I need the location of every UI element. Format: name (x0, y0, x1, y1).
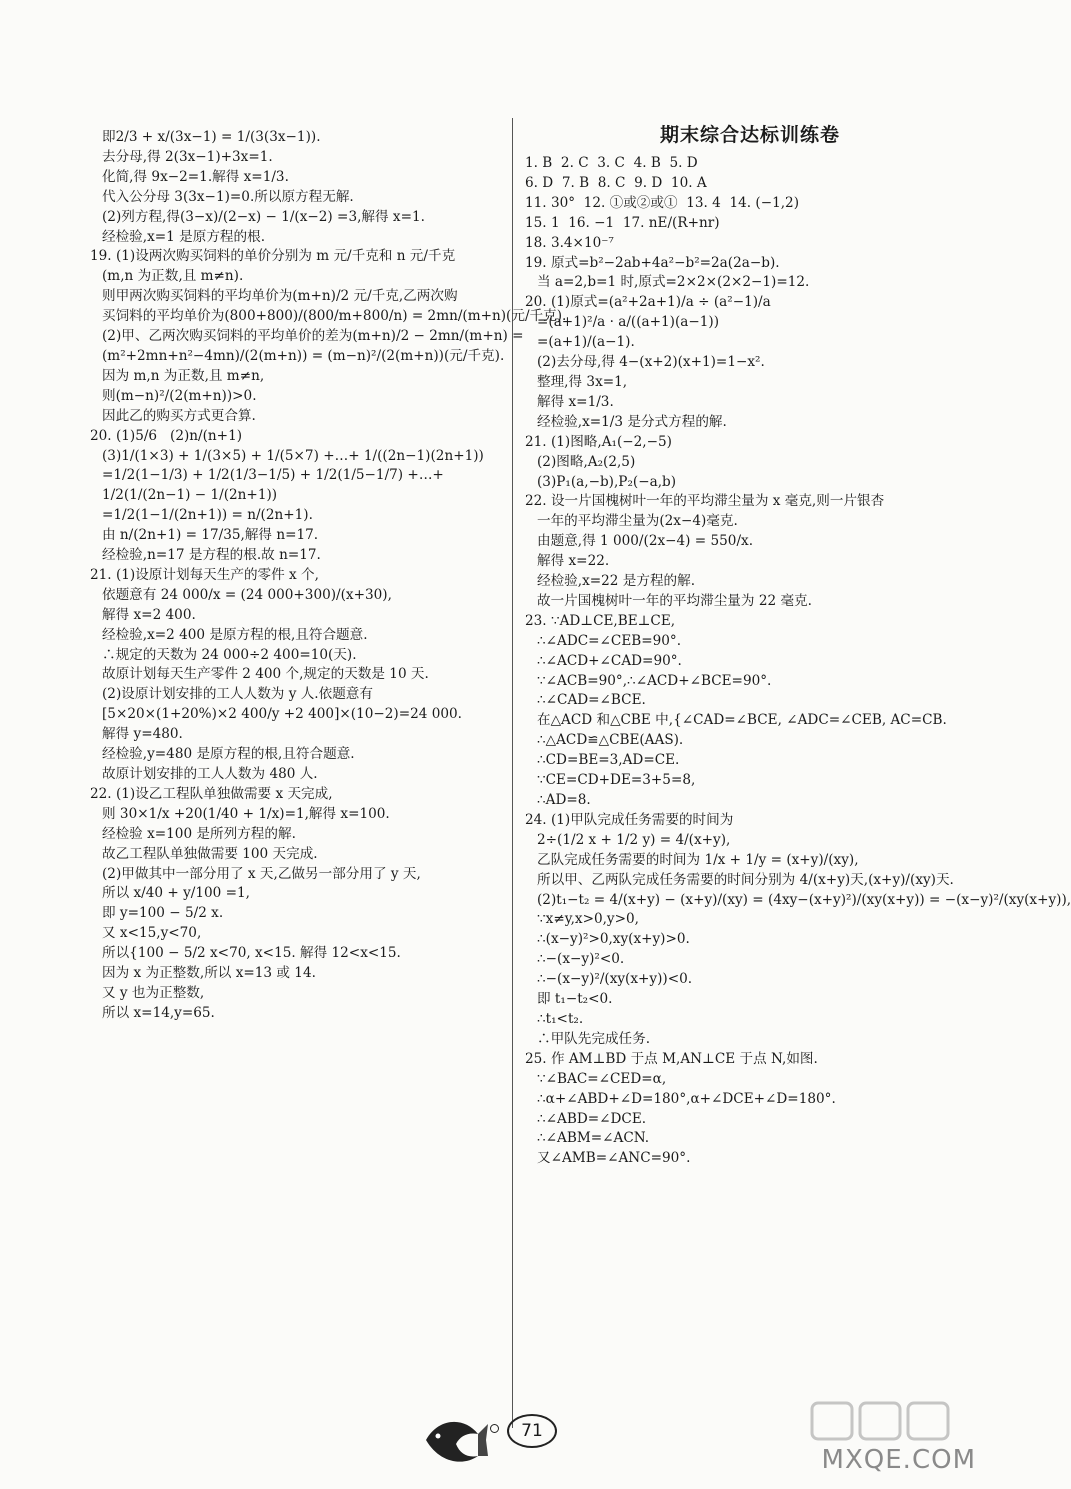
answer-line: [5×20×(1+20%)×2 400/y +2 400]×(10−2)=24 000. (102, 706, 462, 723)
answer-line: 由 n/(2n+1) = 17/35,解得 n=17. (102, 527, 319, 544)
answer-line: ∵∠ACB=90°,∴∠ACD+∠BCE=90°. (537, 672, 772, 689)
answer-line: 23. ∵AD⊥CE,BE⊥CE, (525, 612, 676, 629)
answer-line: (3)1/(1×3) + 1/(3×5) + 1/(5×7) +…+ 1/((2n−1)(2n+1)) (102, 447, 484, 464)
answer-line: 一年的平均滞尘量为(2x−4)毫克. (537, 513, 738, 530)
page-number: 71 (507, 1414, 557, 1448)
answer-line: 故原计划安排的工人人数为 480 人. (102, 766, 318, 782)
answer-line: 故原计划每天生产零件 2 400 个,规定的天数是 10 天. (102, 666, 429, 683)
answer-line: 代入公分母 3(3x−1)=0.所以原方程无解. (102, 188, 354, 205)
answer-line: ∴CD=BE=3,AD=CE. (537, 752, 680, 769)
answer-line: 整理,得 3x=1, (537, 373, 628, 390)
answer-line: ∴α+∠ABD+∠D=180°,α+∠DCE+∠D=180°. (537, 1090, 836, 1107)
answer-line: 解得 y=480. (102, 726, 183, 743)
answer-line: 所以甲、乙两队完成任务需要的时间分别为 4/(x+y)天,(x+y)/(xy)天. (537, 871, 954, 888)
answer-line: ∴∠ACD+∠CAD=90°. (537, 652, 682, 669)
answer-line: ∵CE=CD+DE=3+5=8, (537, 772, 696, 789)
answer-line: 所以 x=14,y=65. (102, 1004, 215, 1021)
answer-line: 则 30×1/x +20(1/40 + 1/x)=1,解得 x=100. (102, 805, 390, 822)
answer-line: (2)甲做其中一部分用了 x 天,乙做另一部分用了 y 天, (102, 865, 421, 882)
answer-line: (2)列方程,得(3−x)/(2−x) − 1/(x−2) =3,解得 x=1. (102, 208, 425, 225)
answer-line: (2)甲、乙两次购买饲料的平均单价的差为(m+n)/2 − 2mn/(m+n) = (102, 328, 524, 345)
answer-line: (m²+2mn+n²−4mn)/(2(m+n)) = (m−n)²/(2(m+n))(元/千克). (102, 347, 505, 364)
answer-line: 24. (1)甲队完成任务需要的时间为 (525, 811, 734, 828)
answer-line: 22. (1)设乙工程队单独做需要 x 天完成, (90, 785, 333, 802)
answer-line: =1/2(1−1/3) + 1/2(1/3−1/5) + 1/2(1/5−1/7) +…+ (102, 467, 444, 484)
answer-line: 化简,得 9x−2=1.解得 x=1/3. (102, 168, 289, 185)
answer-line: ∴∠ABM=∠ACN. (537, 1130, 650, 1147)
answer-line: ∵∠BAC=∠CED=α, (537, 1070, 667, 1087)
answer-line: 因此乙的购买方式更合算. (102, 407, 256, 424)
answer-line: (2)图略,A₂(2,5) (537, 453, 636, 470)
answer-line: 22. 设一片国槐树叶一年的平均滞尘量为 x 毫克,则一片银杏 (525, 493, 885, 510)
answer-line: ∵x≠y,x>0,y>0, (537, 911, 639, 928)
answer-line: ∴−(x−y)²/(xy(x+y))<0. (537, 971, 693, 988)
answer-line: (2)t₁−t₂ = 4/(x+y) − (x+y)/(xy) = (4xy−(x+y)²)/(xy(x+y)) = −(x−y)²/(xy(x+y)), (537, 891, 1071, 908)
answer-line: 2÷(1/2 x + 1/2 y) = 4/(x+y), (537, 831, 731, 848)
answer-line: 所以{100 − 5/2 x<70, x<15. 解得 12<x<15. (102, 945, 401, 962)
answer-line: =(a+1)/(a−1). (537, 334, 635, 351)
answer-line: 21. (1)图略,A₁(−2,−5) (525, 433, 672, 450)
answer-line: 经检验,x=1 是原方程的根. (102, 228, 266, 245)
answer-line: (3)P₁(a,−b),P₂(−a,b) (537, 473, 677, 490)
answer-line: 又 x<15,y<70, (102, 925, 202, 942)
answer-line: 故一片国槐树叶一年的平均滞尘量为 22 毫克. (537, 592, 812, 609)
answer-line: ∴∠ADC=∠CEB=90°. (537, 632, 682, 649)
answer-line: ∴规定的天数为 24 000÷2 400=10(天). (102, 646, 357, 663)
answer-line: 25. 作 AM⊥BD 于点 M,AN⊥CE 于点 N,如图. (525, 1050, 818, 1067)
answer-line: 6. D 7. B 8. C 9. D 10. A (525, 174, 707, 191)
watermark-url: MXQE.COM (821, 1445, 976, 1475)
answer-line: 1. B 2. C 3. C 4. B 5. D (525, 155, 698, 171)
answer-line: =1/2(1−1/(2n+1)) = n/(2n+1). (102, 507, 313, 524)
footer-dot (490, 1424, 499, 1433)
answer-line: (m,n 为正数,且 m≠n). (102, 268, 244, 285)
answer-line: ∴(x−y)²>0,xy(x+y)>0. (537, 931, 690, 948)
answer-line: 经检验,n=17 是方程的根.故 n=17. (102, 547, 321, 564)
answer-line: 经检验 x=100 是所列方程的解. (102, 825, 296, 842)
answer-line: 即 y=100 − 5/2 x. (102, 905, 224, 922)
answer-line: ∴∠ABD=∠DCE. (537, 1110, 647, 1127)
answer-line: 21. (1)设原计划每天生产的零件 x 个, (90, 566, 319, 583)
answer-line: 去分母,得 2(3x−1)+3x=1. (102, 148, 273, 165)
answer-line: 11. 30° 12. ①或②或① 13. 4 14. (−1,2) (525, 194, 800, 211)
answer-line: 则(m−n)²/(2(m+n))>0. (102, 387, 257, 404)
answer-line: 经检验,x=22 是方程的解. (537, 573, 696, 590)
answer-line: 解得 x=2 400. (102, 606, 196, 623)
answer-line: 经检验,x=2 400 是原方程的根,且符合题意. (102, 626, 368, 643)
right-column (525, 122, 1071, 1169)
answer-line: 乙队完成任务需要的时间为 1/x + 1/y = (x+y)/(xy), (537, 851, 859, 868)
answer-line: 又∠AMB=∠ANC=90°. (537, 1150, 691, 1167)
answer-line: 所以 x/40 + y/100 =1, (102, 885, 250, 902)
answer-line: 因为 x 为正整数,所以 x=13 或 14. (102, 965, 316, 982)
answer-line: 因为 m,n 为正数,且 m≠n, (102, 367, 265, 384)
answer-line: 19. (1)设两次购买饲料的单价分别为 m 元/千克和 n 元/千克 (90, 248, 456, 265)
section-title: 期末综合达标训练卷 (659, 124, 840, 146)
answer-line: =(a+1)²/a · a/((a+1)(a−1)) (537, 314, 720, 331)
answer-line: 由题意,得 1 000/(2x−4) = 550/x. (537, 533, 754, 550)
answer-line: 故乙工程队单独做需要 100 天完成. (102, 845, 318, 862)
answer-line: ∴△ACD≌△CBE(AAS). (537, 732, 684, 749)
answer-line: 20. (1)5/6 (2)n/(n+1) (90, 427, 243, 444)
answer-line: 依题意有 24 000/x = (24 000+300)/(x+30), (102, 586, 392, 603)
page-footer-ornament (420, 1410, 580, 1470)
answer-line: 即 t₁−t₂<0. (537, 991, 613, 1008)
answer-line: (2)去分母,得 4−(x+2)(x+1)=1−x². (537, 354, 765, 371)
answer-line: 买饲料的平均单价为(800+800)/(800/m+800/n) = 2mn/(m+n)(元/千克). (102, 308, 567, 325)
answer-line: 则甲两次购买饲料的平均单价为(m+n)/2 元/千克,乙两次购 (102, 288, 458, 305)
answer-line: ∴甲队先完成任务. (537, 1030, 651, 1047)
answer-line: 又 y 也为正整数, (102, 984, 205, 1001)
answer-line: 经检验,y=480 是原方程的根,且符合题意. (102, 746, 355, 763)
answer-line: 即2/3 + x/(3x−1) = 1/(3(3x−1)). (102, 129, 321, 145)
answer-line: ∴−(x−y)²<0. (537, 951, 625, 968)
answer-line: (2)设原计划安排的工人人数为 y 人.依题意有 (102, 686, 373, 703)
answer-line: ∴AD=8. (537, 792, 591, 808)
answer-line: ∴t₁<t₂. (537, 1010, 584, 1027)
answer-line: 18. 3.4×10⁻⁷ (525, 234, 614, 251)
answer-line: 1/2(1/(2n−1) − 1/(2n+1)) (102, 487, 278, 504)
answer-line: 19. 原式=b²−2ab+4a²−b²=2a(2a−b). (525, 254, 780, 271)
answer-line: 解得 x=1/3. (537, 393, 614, 410)
answer-line: 当 a=2,b=1 时,原式=2×2×(2×2−1)=12. (537, 274, 810, 291)
answer-line: 解得 x=22. (537, 553, 610, 570)
answer-line: 15. 1 16. −1 17. nE/(R+nr) (525, 214, 720, 231)
answer-line: 在△ACD 和△CBE 中,{∠CAD=∠BCE, ∠ADC=∠CEB, AC=CB. (537, 712, 947, 729)
answer-line: ∴∠CAD=∠BCE. (537, 692, 646, 709)
right-column-body (525, 154, 1071, 1169)
fish-ornament-icon (420, 1410, 490, 1470)
answer-line: 20. (1)原式=(a²+2a+1)/a ÷ (a²−1)/a (525, 294, 771, 311)
answer-line: 经检验,x=1/3 是分式方程的解. (537, 413, 727, 430)
